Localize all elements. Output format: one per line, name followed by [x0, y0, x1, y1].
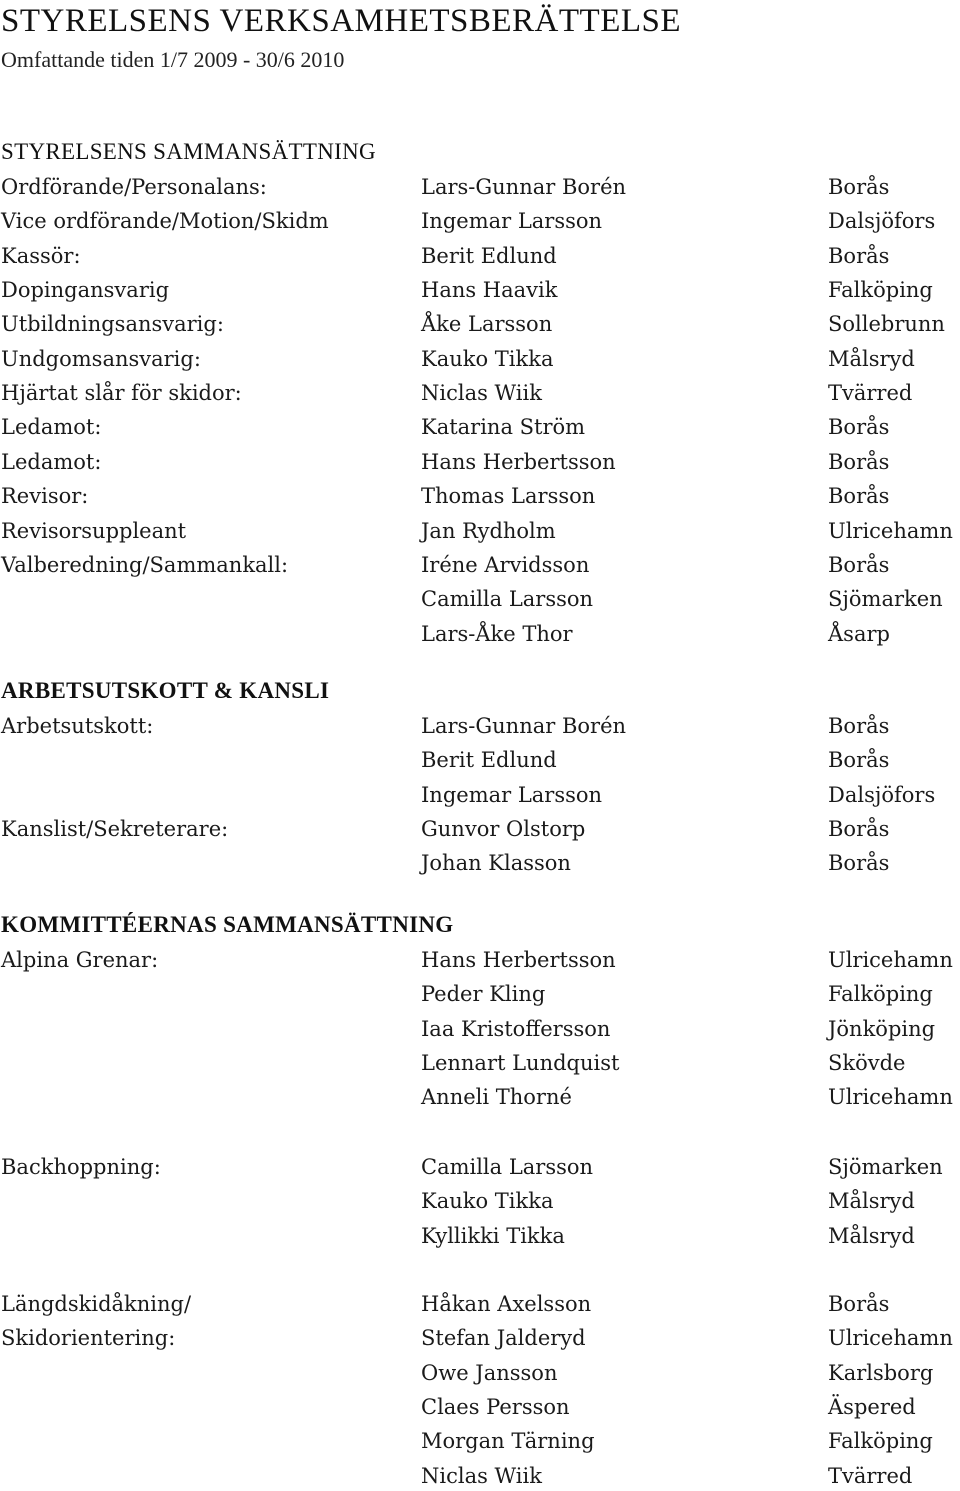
role-cell: Vice ordförande/Motion/Skidm [1, 209, 329, 234]
table-row [0, 481, 960, 511]
name-cell: Iréne Arvidsson [421, 552, 590, 577]
role-cell: Backhoppning: [1, 1155, 161, 1179]
table-row [0, 1014, 960, 1044]
table-row [0, 584, 960, 614]
place-cell: Borås [828, 449, 890, 474]
name-cell: Owe Jansson [421, 1360, 558, 1385]
name-cell: Kauko Tikka [421, 1189, 554, 1214]
name-cell: Ingemar Larsson [421, 782, 603, 807]
committees-heading: KOMMITTÉERNAS SAMMANSÄTTNING [1, 912, 454, 937]
place-cell: Sjömarken [828, 587, 943, 612]
name-cell: Kauko Tikka [421, 346, 554, 371]
name-cell: Ingemar Larsson [421, 209, 603, 234]
place-cell: Åsarp [828, 621, 890, 646]
table-row [0, 1289, 960, 1319]
table-row [0, 550, 960, 580]
table-row [0, 516, 960, 546]
place-cell: Sollebrunn [828, 312, 945, 337]
place-cell: Ulricehamn [828, 518, 953, 543]
place-cell: Dalsjöfors [828, 782, 936, 807]
role-cell: Kanslist/Sekreterare: [1, 817, 229, 842]
place-cell: Borås [828, 175, 890, 199]
place-cell: Målsryd [828, 1223, 915, 1248]
table-row [0, 814, 960, 844]
table-row [0, 979, 960, 1009]
place-cell: Falköping [828, 982, 933, 1007]
table-row [0, 848, 960, 878]
role-cell: Alpina Grenar: [1, 948, 159, 972]
name-cell: Håkan Axelsson [421, 1292, 592, 1316]
table-row [0, 1392, 960, 1422]
table-row [0, 447, 960, 477]
name-cell: Morgan Tärning [421, 1429, 595, 1454]
role-cell: Undgomsansvarig: [1, 346, 201, 371]
table-row [0, 378, 960, 408]
name-cell: Camilla Larsson [421, 587, 594, 612]
table-row [0, 1221, 960, 1251]
name-cell: Anneli Thorné [421, 1085, 572, 1110]
name-cell: Åke Larsson [421, 312, 553, 337]
name-cell: Berit Edlund [421, 748, 557, 773]
name-cell: Camilla Larsson [421, 1155, 594, 1179]
table-row [0, 1461, 960, 1491]
place-cell: Målsryd [828, 346, 915, 371]
name-cell: Niclas Wiik [421, 1463, 542, 1488]
name-cell: Johan Klasson [421, 851, 571, 876]
table-row [0, 344, 960, 374]
role-cell: Revisorsuppleant [1, 518, 187, 543]
place-cell: Borås [828, 817, 890, 842]
place-cell: Karlsborg [828, 1360, 934, 1385]
table-row [0, 412, 960, 442]
table-row [0, 241, 960, 271]
place-cell: Tvärred [828, 381, 913, 406]
name-cell: Hans Herbertsson [421, 449, 616, 474]
role-cell: Ledamot: [1, 449, 102, 474]
table-row [0, 1358, 960, 1388]
name-cell: Lars-Gunnar Borén [421, 714, 627, 738]
table-row [0, 619, 960, 649]
name-cell: Gunvor Olstorp [421, 817, 586, 842]
table-row [0, 1152, 960, 1182]
table-row [0, 1323, 960, 1353]
place-cell: Jönköping [828, 1016, 936, 1041]
place-cell: Borås [828, 243, 890, 268]
table-row [0, 1048, 960, 1078]
place-cell: Borås [828, 714, 890, 738]
table-row [0, 309, 960, 339]
table-row [0, 172, 960, 202]
table-row [0, 1426, 960, 1456]
name-cell: Claes Persson [421, 1395, 570, 1420]
table-row [0, 1082, 960, 1112]
role-cell: Skidorientering: [1, 1326, 176, 1351]
document-subtitle: Omfattande tiden 1/7 2009 - 30/6 2010 [1, 47, 345, 72]
name-cell: Peder Kling [421, 982, 546, 1007]
place-cell: Borås [828, 415, 890, 440]
place-cell: Ulricehamn [828, 948, 953, 972]
table-row [0, 206, 960, 236]
role-cell: Ordförande/Personalans: [1, 175, 267, 199]
role-cell: Utbildningsansvarig: [1, 312, 224, 337]
table-row [0, 780, 960, 810]
name-cell: Iaa Kristoffersson [421, 1016, 611, 1041]
name-cell: Hans Haavik [421, 278, 558, 303]
place-cell: Borås [828, 1292, 890, 1316]
role-cell: Arbetsutskott: [1, 714, 154, 738]
name-cell: Jan Rydholm [421, 518, 556, 543]
role-cell: Längdskidåkning/ [1, 1292, 192, 1316]
name-cell: Lennart Lundquist [421, 1051, 620, 1076]
place-cell: Dalsjöfors [828, 209, 936, 234]
place-cell: Borås [828, 552, 890, 577]
document-title: STYRELSENS VERKSAMHETSBERÄTTELSE [1, 3, 682, 39]
place-cell: Falköping [828, 278, 933, 303]
name-cell: Thomas Larsson [421, 484, 596, 509]
table-row [0, 1186, 960, 1216]
place-cell: Borås [828, 484, 890, 509]
name-cell: Niclas Wiik [421, 381, 542, 406]
role-cell: Kassör: [1, 243, 81, 268]
table-row [0, 275, 960, 305]
board-heading: STYRELSENS SAMMANSÄTTNING [1, 139, 376, 164]
role-cell: Valberedning/Sammankall: [1, 552, 289, 577]
place-cell: Falköping [828, 1429, 933, 1454]
place-cell: Ulricehamn [828, 1326, 953, 1351]
place-cell: Äspered [828, 1395, 916, 1420]
name-cell: Stefan Jalderyd [421, 1326, 586, 1351]
office-heading: ARBETSUTSKOTT & KANSLI [1, 678, 330, 703]
place-cell: Målsryd [828, 1189, 915, 1214]
role-cell: Revisor: [1, 484, 89, 509]
role-cell: Dopingansvarig [1, 278, 170, 303]
role-cell: Ledamot: [1, 415, 102, 440]
table-row [0, 711, 960, 741]
name-cell: Berit Edlund [421, 243, 557, 268]
name-cell: Lars-Gunnar Borén [421, 175, 627, 199]
place-cell: Ulricehamn [828, 1085, 953, 1110]
table-row [0, 745, 960, 775]
place-cell: Borås [828, 851, 890, 876]
role-cell: Hjärtat slår för skidor: [1, 381, 242, 406]
name-cell: Hans Herbertsson [421, 948, 616, 972]
name-cell: Katarina Ström [421, 415, 586, 440]
place-cell: Sjömarken [828, 1155, 943, 1179]
name-cell: Kyllikki Tikka [421, 1223, 565, 1248]
place-cell: Tvärred [828, 1463, 913, 1488]
place-cell: Skövde [828, 1051, 906, 1076]
place-cell: Borås [828, 748, 890, 773]
name-cell: Lars-Åke Thor [421, 621, 573, 646]
table-row [0, 945, 960, 975]
